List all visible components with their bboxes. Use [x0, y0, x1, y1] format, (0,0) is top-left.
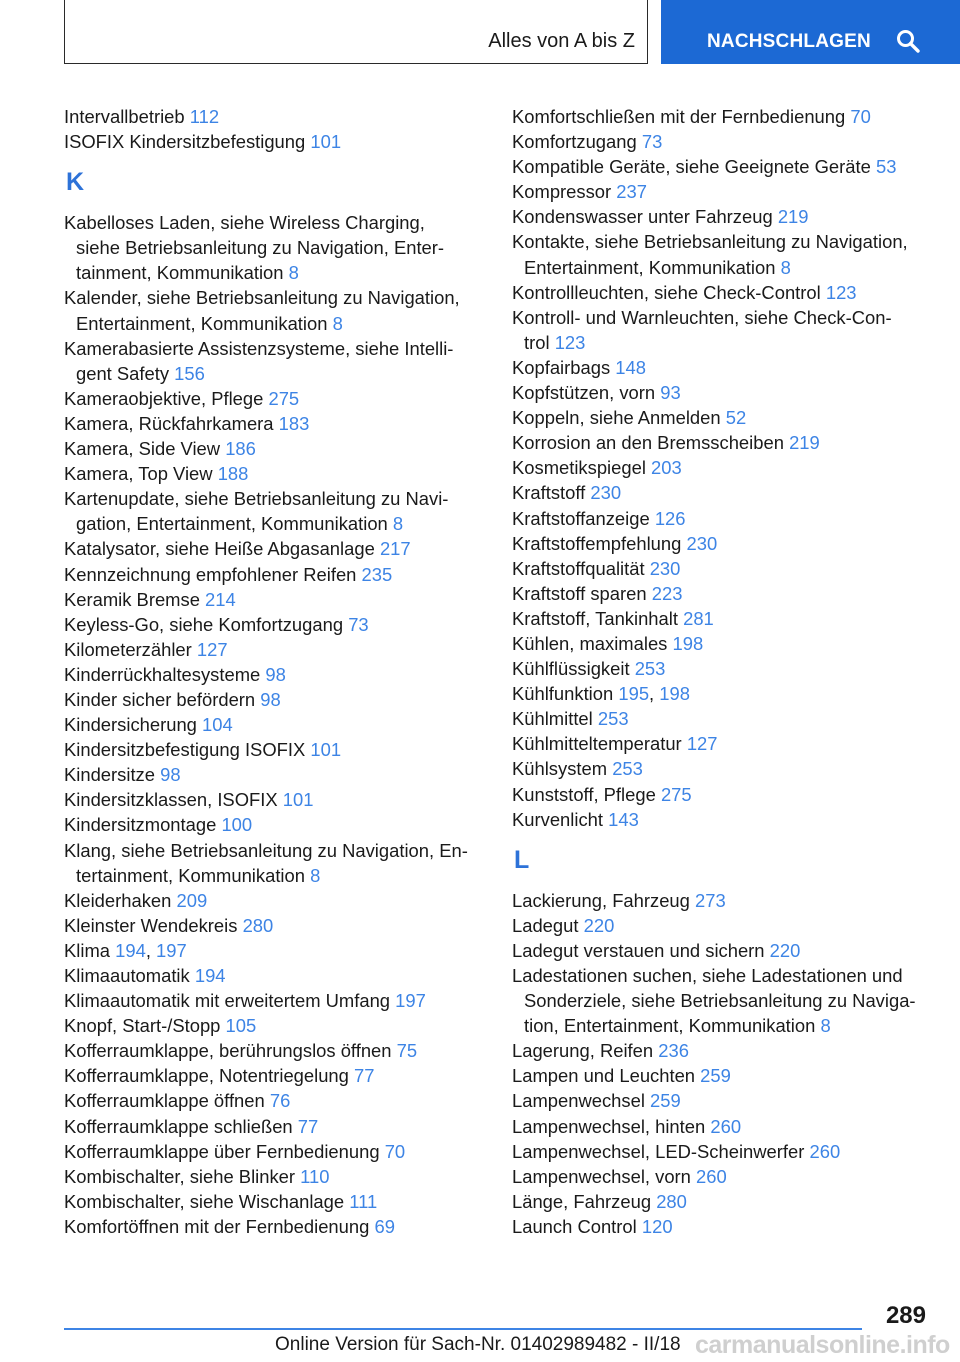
page-reference-link[interactable]: 101	[310, 131, 342, 153]
index-entry-text: Kombischalter, siehe Blinker	[64, 1165, 296, 1187]
index-entry-text: Kameraobjektive, Pflege	[64, 387, 264, 409]
page-reference-link[interactable]: 76	[269, 1090, 291, 1112]
index-entry-text: Kühlmitteltemperatur	[512, 733, 682, 755]
index-entry-text: Kofferraumklappe öffnen	[64, 1090, 265, 1112]
page-reference-link[interactable]: 214	[205, 588, 236, 610]
index-letter-heading: K	[66, 168, 85, 197]
index-entry-text: Kamera, Top View	[64, 463, 213, 485]
index-entry-text: Kleinster Wendekreis	[64, 914, 238, 936]
index-entry	[64, 285, 484, 335]
index-entry-text: Kofferraumklappe, Notentriegelung	[64, 1065, 349, 1087]
index-entry-text: Kontroll- und Warnleuchten, siehe Check-Con‐	[512, 306, 892, 328]
index-entry	[64, 1114, 484, 1139]
index-column-right	[512, 104, 932, 1239]
index-entry-text: Entertainment, Kommunikation	[76, 312, 328, 334]
index-entry-text: Launch Control	[512, 1215, 637, 1237]
page-reference-link[interactable]: 111	[349, 1190, 378, 1212]
page-reference-link[interactable]: 8	[780, 256, 791, 278]
page-reference-link[interactable]: 70	[850, 106, 871, 127]
page-reference-link[interactable]: 73	[641, 131, 663, 153]
index-entry	[512, 380, 932, 405]
index-entry-text: Lagerung, Reifen	[512, 1040, 654, 1062]
page-reference-link[interactable]: 275	[660, 783, 692, 805]
index-entry	[512, 556, 932, 581]
index-entry	[512, 888, 932, 913]
page-reference-link[interactable]: 235	[361, 563, 393, 585]
index-entry	[64, 587, 484, 612]
index-entry	[512, 807, 932, 832]
page-reference-link[interactable]: 219	[789, 432, 820, 454]
page-reference-link[interactable]: 259	[650, 1090, 681, 1112]
index-entry-text: ISOFIX Kindersitzbefestigung	[64, 131, 306, 153]
page-reference-link[interactable]: 230	[590, 482, 622, 504]
index-entry-text: Knopf, Start-/Stopp	[64, 1015, 221, 1037]
index-entry-text: Lampen und Leuchten	[512, 1065, 696, 1087]
index-entry-text: Katalysator, siehe Heiße Abgasanlage	[64, 538, 375, 560]
index-entry-text: Kennzeichnung empfohlener Reifen	[64, 563, 357, 585]
index-entry	[512, 129, 932, 154]
index-entry-text: Kamerabasierte Assistenzsysteme, siehe Intelli‐	[64, 337, 454, 359]
index-entry	[64, 436, 484, 461]
page-reference-link[interactable]: 143	[608, 808, 639, 830]
page-reference-link[interactable]: 127	[686, 733, 718, 755]
index-entry	[64, 838, 484, 888]
index-entry	[64, 662, 484, 687]
index-entry	[64, 888, 484, 913]
page-reference-link[interactable]: 101	[282, 789, 314, 811]
index-entry-text: Kraftstoff	[512, 482, 586, 504]
index-entry-text: Ladegut	[512, 914, 579, 936]
page-number: 289	[885, 1302, 926, 1329]
page-reference-link[interactable]: 183	[278, 412, 310, 434]
index-entry-text: Kamera, Side View	[64, 438, 221, 460]
index-entry	[64, 1088, 484, 1113]
page-reference-link[interactable]: 223	[651, 582, 683, 604]
index-entry	[64, 1038, 484, 1063]
index-entry	[64, 1214, 484, 1239]
index-entry	[64, 1013, 484, 1038]
index-entry-text: Kompatible Geräte, siehe Geeignete Geräte	[512, 156, 871, 178]
index-entry-text: Kraftstoff sparen	[512, 582, 647, 604]
index-entry	[512, 455, 932, 480]
index-entry-text: Keramik Bremse	[64, 588, 200, 610]
index-entry-text: Kilometerzähler	[64, 638, 192, 660]
page-reference-link[interactable]: 220	[769, 939, 801, 961]
page-reference-link[interactable]: 197	[395, 990, 426, 1012]
page-reference-link[interactable]: 93	[660, 382, 681, 404]
index-entry	[64, 411, 484, 436]
index-entry	[512, 480, 932, 505]
index-entry	[64, 1063, 484, 1088]
index-entry	[512, 154, 932, 179]
index-entry-text: Lampenwechsel	[512, 1090, 645, 1112]
page-reference-link[interactable]: 230	[649, 557, 681, 579]
index-entry	[64, 1189, 484, 1214]
page-reference-link[interactable]: 217	[379, 538, 411, 560]
index-entry-text: Kraftstoffempfehlung	[512, 532, 682, 554]
page-reference-link[interactable]: 275	[268, 387, 300, 409]
index-entry-text: Klimaautomatik mit erweitertem Umfang	[64, 990, 391, 1012]
index-column-left	[64, 104, 484, 1239]
nachschlagen-tab[interactable]	[661, 0, 960, 64]
page-reference-link[interactable]: 8	[310, 864, 321, 886]
index-entry	[64, 562, 484, 587]
index-entry-text: Kartenupdate, siehe Betriebsanleitung zu Navi‐	[64, 488, 449, 510]
index-entry	[512, 506, 932, 531]
index-entry-text: tainment, Kommunikation	[76, 262, 284, 284]
page-reference-link[interactable]: 198	[659, 683, 690, 705]
index-entry-text: Kopfstützen, vorn	[512, 382, 656, 404]
page-reference-link[interactable]: 98	[160, 764, 181, 786]
index-entry	[512, 405, 932, 430]
index-entry-text: Kühlen, maximales	[512, 632, 668, 654]
index-entry-text: Keyless-Go, siehe Komfortzugang	[64, 613, 344, 635]
page-reference-link[interactable]: 52	[725, 407, 747, 429]
index-entry-text: Komfortschließen mit der Fernbedienung	[512, 106, 846, 127]
index-entry	[64, 637, 484, 662]
page-reference-link[interactable]: 253	[634, 658, 666, 680]
page-reference-link[interactable]: 280	[242, 914, 274, 936]
index-entry-text: Ladegut verstauen und sichern	[512, 939, 765, 961]
index-entry	[64, 712, 484, 737]
page-reference-link[interactable]: 77	[354, 1065, 375, 1087]
index-entry	[512, 104, 932, 129]
index-entry	[512, 606, 932, 631]
header-title-box	[64, 0, 648, 64]
index-entry	[512, 782, 932, 807]
page-reference-link[interactable]: 195	[618, 683, 650, 705]
page-reference-link[interactable]: 100	[221, 814, 253, 836]
index-entry	[64, 812, 484, 837]
page-reference-link[interactable]: 237	[616, 181, 647, 203]
index-entry	[512, 1088, 932, 1113]
page-reference-link[interactable]: 77	[297, 1115, 319, 1137]
page-reference-link[interactable]: 194	[115, 939, 146, 961]
index-entry-text: Kindersitzklassen, ISOFIX	[64, 789, 278, 811]
page-reference-link[interactable]: 148	[615, 356, 646, 378]
index-entry-text: siehe Betriebsanleitung zu Navigation, Enter‐	[76, 237, 445, 259]
page-reference-link[interactable]: 127	[196, 638, 228, 660]
index-entry	[64, 386, 484, 411]
index-entry-text: Komfortzugang	[512, 131, 637, 153]
index-entry-text: tertainment, Kommunikation	[76, 864, 305, 886]
index-entry-text: Kinderrückhaltesysteme	[64, 663, 261, 685]
index-entry	[512, 706, 932, 731]
index-entry-text: Kraftstoff, Tankinhalt	[512, 607, 678, 629]
page-reference-link[interactable]: 123	[554, 331, 586, 353]
index-entry	[64, 536, 484, 561]
page-reference-link[interactable]: 69	[374, 1215, 395, 1237]
index-entry	[512, 1189, 932, 1214]
index-entry-text: Kühlmittel	[512, 708, 593, 730]
index-entry-text: tion, Entertainment, Kommunikation	[524, 1015, 816, 1037]
index-entry-text: Klang, siehe Betriebsanleitung zu Navigation, En‐	[64, 839, 468, 861]
index-entry-text: Kopfairbags	[512, 356, 611, 378]
index-entry	[512, 581, 932, 606]
watermark: carmanualsonline.info	[695, 1331, 950, 1359]
page-reference-link[interactable]: 260	[710, 1115, 742, 1137]
page-reference-link[interactable]: 98	[265, 663, 286, 685]
index-entry-text: Entertainment, Kommunikation	[524, 256, 776, 278]
index-entry-text: Kühlflüssigkeit	[512, 658, 630, 680]
index-entry	[64, 461, 484, 486]
index-entry-text: Kindersitzmontage	[64, 814, 217, 836]
page-reference-link[interactable]: 253	[597, 708, 629, 730]
index-entry	[64, 1164, 484, 1189]
page-reference-link[interactable]: 260	[696, 1165, 727, 1187]
page-reference-link[interactable]: 186	[225, 438, 256, 460]
index-entry-text: Kühlsystem	[512, 758, 608, 780]
index-entry	[512, 1214, 932, 1239]
page-reference-link[interactable]: 156	[174, 362, 205, 384]
index-entry-text: Korrosion an den Bremsscheiben	[512, 432, 784, 454]
index-entry-text: Kindersitze	[64, 764, 155, 786]
index-entry: Kühlfunktion 195, 198	[512, 683, 690, 705]
page-reference-link[interactable]: 236	[658, 1040, 689, 1062]
page-reference-link[interactable]: 188	[217, 463, 249, 485]
index-entry	[512, 1038, 932, 1063]
page-reference-link[interactable]: 53	[875, 156, 897, 178]
index-entry	[512, 1139, 932, 1164]
page-reference-link[interactable]: 105	[225, 1015, 257, 1037]
index-entry-text: Ladestationen suchen, siehe Ladestationen und	[512, 965, 903, 986]
page-reference-link[interactable]: 194	[194, 965, 226, 986]
index-entry-text: Lampenwechsel, vorn	[512, 1165, 691, 1187]
index-entry	[64, 129, 484, 154]
index-entry-text: Kombischalter, siehe Wischanlage	[64, 1190, 345, 1212]
page-reference-link[interactable]: 280	[656, 1190, 687, 1212]
index-entry	[512, 204, 932, 229]
page-reference-link[interactable]: 73	[348, 613, 369, 635]
index-entry-text: Kleiderhaken	[64, 889, 172, 911]
index-entry-text: Klima	[64, 939, 110, 961]
index-entry-text: Kalender, siehe Betriebsanleitung zu Navigation,	[64, 287, 460, 309]
index-entry	[64, 104, 484, 129]
page-reference-link[interactable]: 230	[686, 532, 718, 554]
index-entry	[512, 756, 932, 781]
page-reference-link[interactable]: 198	[672, 632, 704, 654]
index-entry-text: Klimaautomatik	[64, 965, 190, 986]
index-entry-text: Komfortöffnen mit der Fernbedienung	[64, 1215, 370, 1237]
online-version-note: Online Version für Sach-Nr. 01402989482 - II/18	[275, 1334, 681, 1355]
page-reference-link[interactable]: 123	[825, 281, 857, 303]
page-reference-link[interactable]: 126	[654, 507, 686, 529]
page-reference-link[interactable]: 260	[809, 1140, 841, 1162]
page-reference-link[interactable]: 8	[288, 262, 299, 284]
search-icon[interactable]	[896, 29, 920, 53]
index-entry-text: Kosmetikspiegel	[512, 457, 646, 479]
index-entry-text: Kunststoff, Pflege	[512, 783, 656, 805]
index-entry	[512, 179, 932, 204]
index-entry	[512, 229, 932, 279]
index-entry	[512, 731, 932, 756]
index-entry	[512, 355, 932, 380]
index-entry-text: gent Safety	[76, 362, 170, 384]
page-reference-link[interactable]: 220	[583, 914, 615, 936]
index-entry-text: Intervallbetrieb	[64, 106, 185, 127]
index-entry	[512, 938, 932, 963]
page-reference-link[interactable]: 75	[396, 1040, 418, 1062]
index-entry-text: Kompressor	[512, 181, 612, 203]
page-reference-link[interactable]: 70	[384, 1140, 406, 1162]
index-letter-heading: L	[514, 845, 530, 874]
index-entry-text: Koppeln, siehe Anmelden	[512, 407, 721, 429]
index-entry	[64, 210, 484, 285]
index-entry-text: Kofferraumklappe schließen	[64, 1115, 293, 1137]
index-entry-text: Sonderziele, siehe Betriebsanleitung zu Naviga‐	[524, 990, 916, 1012]
page-reference-link[interactable]: 8	[332, 312, 343, 334]
index-entry-text: Kraftstoffqualität	[512, 557, 645, 579]
index-entry-text: Kofferraumklappe, berührungslos öffnen	[64, 1040, 392, 1062]
index-entry-text: Kühlfunktion	[512, 683, 614, 705]
page-reference-link[interactable]: 110	[300, 1165, 330, 1187]
index-entry-text: Lackierung, Fahrzeug	[512, 889, 690, 911]
index-entry	[512, 531, 932, 556]
page-reference-link[interactable]: 281	[683, 607, 714, 629]
index-entry	[512, 280, 932, 305]
index-entry-text: Kamera, Rückfahrkamera	[64, 412, 274, 434]
index-entry	[512, 913, 932, 938]
page-reference-link[interactable]: 98	[260, 688, 281, 710]
page-reference-link[interactable]: 120	[641, 1215, 673, 1237]
page-reference-link[interactable]: 197	[156, 939, 187, 961]
index-entry	[64, 787, 484, 812]
index-entry-text: Kindersitzbefestigung ISOFIX	[64, 739, 306, 761]
index-entry-text: Lampenwechsel, LED-Scheinwerfer	[512, 1140, 805, 1162]
page-reference-link[interactable]: 101	[310, 739, 342, 761]
index-entry-text: Kontakte, siehe Betriebsanleitung zu Navigation,	[512, 231, 908, 253]
index-entry-text: Kurvenlicht	[512, 808, 603, 830]
index-entry	[512, 430, 932, 455]
index-entry	[64, 762, 484, 787]
index-entry	[64, 612, 484, 637]
index-entry	[512, 1164, 932, 1189]
index-entry	[64, 1139, 484, 1164]
section-title: Alles von A bis Z	[488, 30, 635, 52]
page-reference-link[interactable]: 203	[651, 457, 682, 479]
index-entry-text: Lampenwechsel, hinten	[512, 1115, 706, 1137]
index-entry-text: Kinder sicher befördern	[64, 688, 256, 710]
page-reference-link[interactable]: 112	[189, 106, 220, 127]
page-reference-link[interactable]: 8	[820, 1015, 831, 1037]
index-entry	[512, 631, 932, 656]
index-entry: Klima 194, 197	[64, 939, 187, 961]
index-entry-text: Kondenswasser unter Fahrzeug	[512, 206, 773, 228]
index-entry-text: Kofferraumklappe über Fernbedienung	[64, 1140, 380, 1162]
page-reference-link[interactable]: 209	[176, 889, 208, 911]
index-entry-text: Kabelloses Laden, siehe Wireless Charging,	[64, 212, 425, 234]
index-entry	[512, 963, 932, 1038]
index-entry	[64, 737, 484, 762]
page-reference-link[interactable]: 273	[695, 889, 726, 911]
page-reference-link[interactable]: 8	[392, 513, 404, 535]
index-entry	[64, 336, 484, 386]
index-entry	[512, 1114, 932, 1139]
index-entry-text: trol	[524, 331, 550, 353]
index-entry	[64, 988, 484, 1013]
index-entry	[64, 486, 484, 536]
index-entry	[64, 913, 484, 938]
index-entry	[512, 656, 932, 681]
index-entry	[64, 687, 484, 712]
footer-rule	[64, 1328, 862, 1330]
index-entry	[512, 1063, 932, 1088]
index-entry-text: gation, Entertainment, Kommunikation	[76, 513, 388, 535]
page-reference-link[interactable]: 104	[202, 714, 233, 736]
nachschlagen-label: NACHSCHLAGEN	[707, 31, 871, 52]
index-entry	[64, 963, 484, 988]
page-reference-link[interactable]: 253	[612, 758, 643, 780]
page-reference-link[interactable]: 219	[777, 206, 809, 228]
page-reference-link[interactable]: 259	[700, 1065, 731, 1087]
index-entry-text: Kontrollleuchten, siehe Check-Control	[512, 281, 821, 303]
index-entry-text: Kraftstoffanzeige	[512, 507, 650, 529]
index-entry	[512, 305, 932, 355]
index-entry-text: Länge, Fahrzeug	[512, 1190, 652, 1212]
index-entry-text: Kindersicherung	[64, 714, 197, 736]
